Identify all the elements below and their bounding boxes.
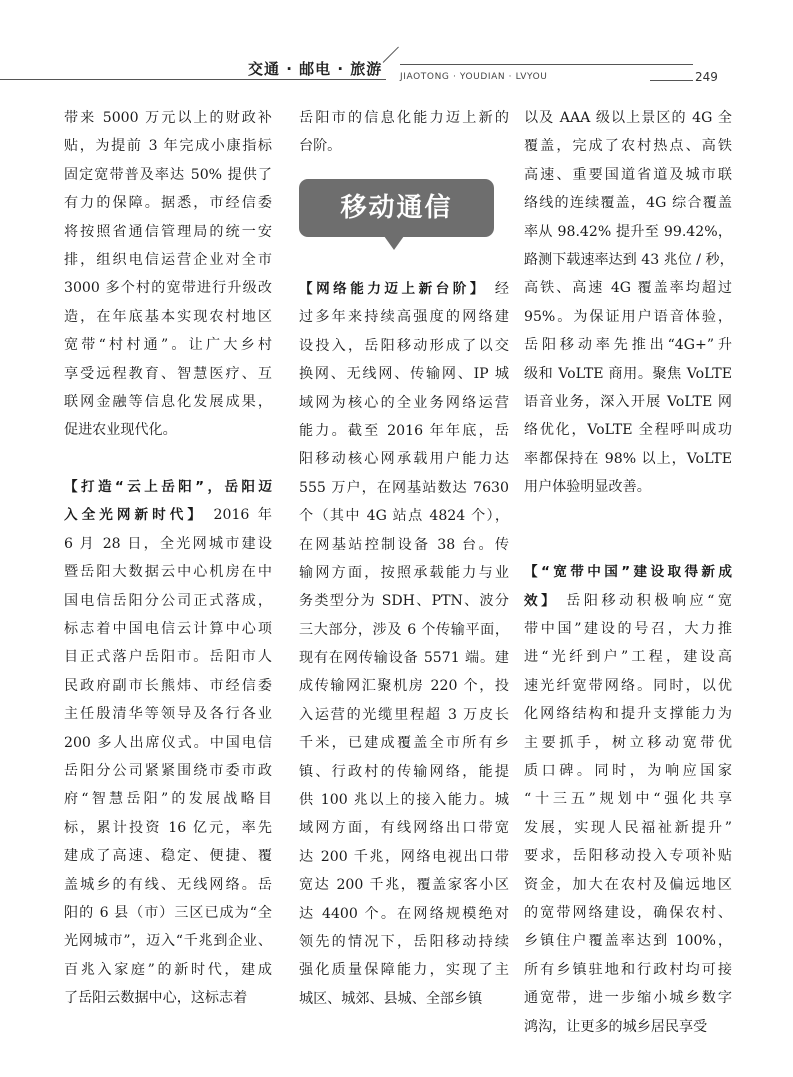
text-line: “十三五”规划中“强化共享 <box>524 791 732 808</box>
text-line: 享受远程教育、智慧医疗、互 <box>64 365 272 382</box>
text-line: 效】 岳阳移动积极响应“宽 <box>524 592 732 609</box>
text-line: 鸿沟，让更多的城乡居民享受 <box>524 1018 708 1035</box>
text-line: 3000 多个村的宽带进行升级改 <box>64 280 272 297</box>
text-line: 过多年来持续高强度的网络建 <box>299 309 509 326</box>
text-line: 阳的 6 县（市）三区已成为“全 <box>64 904 272 921</box>
text-line: 三大部分，涉及 6 个传输平面， <box>299 621 509 638</box>
text-line: 95%。为保证用户语音体验， <box>524 308 732 325</box>
text-column-2 <box>299 275 509 1013</box>
text-line: 领先的情况下，岳阳移动持续 <box>299 933 509 950</box>
text-column-1 <box>64 104 272 1013</box>
text-line: 城区、城郊、县城、全部乡镇 <box>299 990 483 1007</box>
paragraph-gap <box>524 530 732 558</box>
text-line: 高速、重要国道省道及城市联 <box>524 166 732 183</box>
text-line: 555 万户，在网基站数达 7630 <box>299 479 509 496</box>
text-line: 用户体验明显改善。 <box>524 479 651 496</box>
text-line: 贴，为提前 3 年完成小康指标 <box>64 138 272 155</box>
text-line: 带中国”建设的号召，大力推 <box>524 621 732 638</box>
text-line: 化网络结构和提升支撑能力为 <box>524 706 732 723</box>
text-line: 率都保持在 98% 以上，VoLTE <box>524 450 732 467</box>
text-line: 要求，岳阳移动投入专项补贴 <box>524 848 732 865</box>
text-line: 岳阳市的信息化能力迈上新的 <box>299 110 509 126</box>
text-line: 所有乡镇驻地和行政村均可接 <box>524 961 732 978</box>
text-line: 输网方面，按照承载能力与业 <box>299 564 509 581</box>
text-line: 阳移动核心网承载用户能力达 <box>299 451 509 468</box>
text-line: 【“宽带中国”建设取得新成 <box>524 564 732 581</box>
text-line: 设投入，岳阳移动形成了以交 <box>299 337 509 354</box>
text-line: 带来 5000 万元以上的财政补 <box>64 110 272 126</box>
header-rule-right <box>400 64 693 65</box>
text-line: 建成了高速、稳定、便捷、覆 <box>64 848 272 865</box>
text-line: 盖城乡的有线、无线网络。岳 <box>64 876 272 893</box>
text-line: 排，组织电信运营企业对全市 <box>64 251 272 268</box>
text-column-3 <box>524 104 732 1041</box>
text-line: 质口碑。同时，为响应国家 <box>524 762 732 779</box>
text-line: 入全光网新时代】 2016 年 <box>64 507 273 524</box>
text-line: 资金，加大在农村及偏远地区 <box>524 876 732 893</box>
text-line: 【打造“云上岳阳”，岳阳迈 <box>64 479 272 496</box>
text-column-2-top <box>299 104 509 161</box>
text-line: 以及 AAA 级以上景区的 4G 全 <box>524 110 732 126</box>
text-line: 络线的连续覆盖，4G 综合覆盖 <box>524 195 732 212</box>
text-line: 主要抓手，树立移动宽带优 <box>524 734 732 751</box>
page-number: 249 <box>695 70 718 84</box>
text-line: 联网金融等信息化发展成果， <box>64 393 272 410</box>
header-rule-slash <box>383 47 399 63</box>
text-line: 的宽带网络建设，确保农村、 <box>524 904 732 921</box>
text-line: 宽带“村村通”。让广大乡村 <box>64 337 272 354</box>
text-line: 入运营的光缆里程超 3 万皮长 <box>299 706 509 723</box>
text-line: 镇、行政村的传输网络，能提 <box>299 763 509 780</box>
text-line: 目正式落户岳阳市。岳阳市人 <box>64 649 272 666</box>
text-line: 百兆入家庭”的新时代，建成 <box>64 961 272 978</box>
text-line: 固定宽带普及率达 50% 提供了 <box>64 166 272 183</box>
text-line: 级和 VoLTE 商用。聚焦 VoLTE <box>524 365 732 382</box>
text-line: 发展，实现人民福祉新提升” <box>524 819 732 836</box>
text-line: 标志着中国电信云计算中心项 <box>64 621 272 638</box>
text-line: 达 4400 个。在网络规模绝对 <box>299 905 509 922</box>
text-line: 促进农业现代化。 <box>64 422 177 439</box>
text-line: 在网基站控制设备 38 台。传 <box>299 536 509 553</box>
text-line: 乡镇住户覆盖率达到 100%， <box>524 933 732 950</box>
header-rule-page <box>650 80 693 81</box>
text-line: 千米，已建成覆盖全市所有乡 <box>299 735 509 752</box>
text-line: 民政府副市长熊炜、市经信委 <box>64 677 272 694</box>
text-line: 通宽带，进一步缩小城乡数字 <box>524 990 732 1007</box>
text-line: 供 100 兆以上的接入能力。城 <box>299 792 509 809</box>
text-line: 语音业务，深入开展 VoLTE 网 <box>524 393 732 410</box>
text-line: 了岳阳云数据中心，这标志着 <box>64 990 248 1007</box>
section-subtitle: JIAOTONG · YOUDIAN · LVYOU <box>400 72 548 82</box>
text-line: 【网络能力迈上新台阶】 经 <box>299 281 510 297</box>
text-line: 速光纤宽带网络。同时，以优 <box>524 677 732 694</box>
banner-pointer <box>384 236 404 250</box>
text-line: 府“智慧岳阳”的发展战略目 <box>64 791 272 808</box>
text-line: 标，累计投资 16 亿元，率先 <box>64 819 272 836</box>
text-line: 造，在年底基本实现农村地区 <box>64 308 272 325</box>
text-line: 域网为核心的全业务网络运营 <box>299 394 509 411</box>
text-line: 进“光纤到户”工程，建设高 <box>524 649 732 666</box>
paragraph-gap <box>64 445 272 473</box>
section-title: 交通 · 邮电 · 旅游 <box>248 60 383 78</box>
text-line: 国电信岳阳分公司正式落成， <box>64 592 272 609</box>
text-line: 岳阳移动率先推出“4G+”升 <box>524 337 732 354</box>
text-line: 络优化，VoLTE 全程呼叫成功 <box>524 422 732 439</box>
text-line: 主任殷清华等领导及各行各业 <box>64 706 272 723</box>
text-line: 6 月 28 日，全光网城市建设 <box>64 535 272 552</box>
text-line: 率从 98.42% 提升至 99.42%， <box>524 223 732 240</box>
text-line: 200 多人出席仪式。中国电信 <box>64 734 272 751</box>
banner-title: 移动通信 <box>340 193 453 223</box>
text-line: 现有在网传输设备 5571 端。建 <box>299 650 509 667</box>
text-line: 换网、无线网、传输网、IP 城 <box>299 366 509 383</box>
text-line: 光网城市”，迈入“千兆到企业、 <box>64 933 272 950</box>
text-line: 能力。截至 2016 年年底，岳 <box>299 422 509 439</box>
text-line: 成传输网汇聚机房 220 个，投 <box>299 678 509 695</box>
header-rule-left <box>0 79 386 80</box>
text-line: 达 200 千兆，网络电视出口带 <box>299 848 509 865</box>
text-line: 宽达 200 千兆，覆盖家客小区 <box>299 877 509 894</box>
text-line: 强化质量保障能力，实现了主 <box>299 962 509 979</box>
text-line: 暨岳阳大数据云中心机房在中 <box>64 564 272 581</box>
text-line: 有力的保障。据悉，市经信委 <box>64 195 272 212</box>
running-header <box>0 0 793 110</box>
text-line: 将按照省通信管理局的统一安 <box>64 223 272 240</box>
text-line: 台阶。 <box>299 138 342 155</box>
paragraph-gap <box>524 501 732 529</box>
text-line: 覆盖，完成了农村热点、高铁 <box>524 138 732 155</box>
text-line: 务类型分为 SDH、PTN、波分 <box>299 593 509 610</box>
text-line: 岳阳分公司紧紧围绕市委市政 <box>64 762 272 779</box>
text-line: 高铁、高速 4G 覆盖率均超过 <box>524 280 732 297</box>
text-line: 路测下载速率达到 43 兆位 / 秒， <box>524 251 734 268</box>
text-line: 域网方面，有线网络出口带宽 <box>299 820 509 837</box>
section-banner <box>299 179 494 237</box>
text-line: 个（其中 4G 站点 4824 个）， <box>299 508 509 525</box>
